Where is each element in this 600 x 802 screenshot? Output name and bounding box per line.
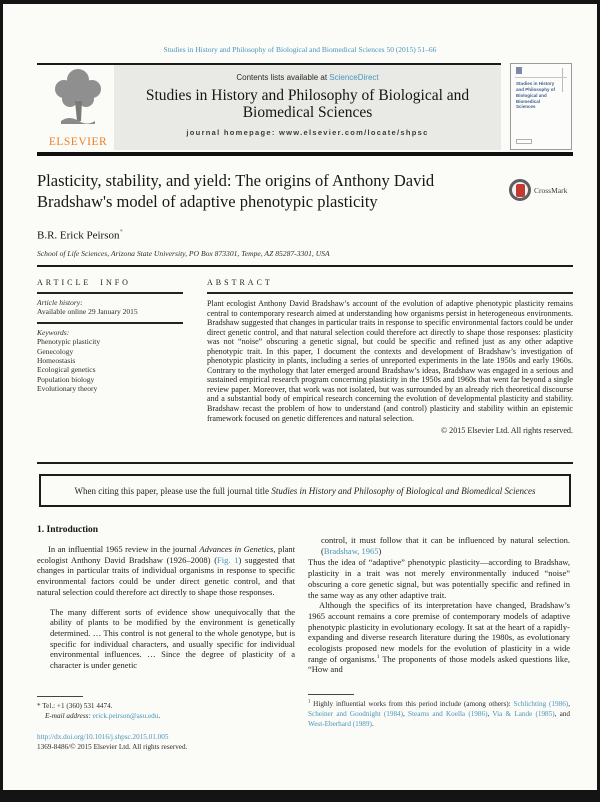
footnote-rule-left [37, 696, 83, 697]
block-quote-continuation [321, 535, 570, 556]
author-name-text: B.R. Erick Peirson [37, 229, 120, 242]
text-segment: ) suggested that changes in particular traits of individual organisms in response to specific environmental factors could be under direct genetic control, and that natural selection could therefore act directly to shape those responses. [37, 554, 295, 597]
article-info-column [37, 278, 187, 393]
article-title: Plasticity, stability, and yield: The origins of Anthony David Bradshaw's model of adaptive phenotypic plasticity [37, 171, 435, 211]
text-segment: Contents lists available at [236, 73, 330, 82]
tel-footnote: * Tel.: +1 (360) 531 4474. [37, 702, 113, 710]
inline-link[interactable]: Bradshaw, 1965 [323, 545, 379, 556]
intro-paragraph-3 [308, 600, 570, 675]
doi-link[interactable]: http://dx.doi.org/10.1016/j.shpsc.2015.01.005 [37, 733, 169, 742]
footnote-rule-right [308, 694, 354, 695]
body-column-left [37, 525, 295, 671]
contents-line [114, 73, 501, 82]
journal-reference-line: Studies in History and Philosophy of Biological and Biomedical Sciences 50 (2015) 51–66 [163, 45, 437, 54]
abstract-rule [207, 292, 573, 294]
keyword-item: Phenotypic plasticity [37, 337, 101, 347]
citation-notice-box [39, 474, 571, 507]
journal-cover-thumbnail [510, 63, 572, 150]
text-segment: In an influential 1965 review in the journal [48, 544, 200, 554]
text-segment: Studies in History and Philosophy of Biological and Biomedical Sciences [271, 485, 536, 496]
journal-title: Studies in History and Philosophy of Biological and Biomedical Sciences [145, 87, 470, 122]
inline-link[interactable]: Schlichting (1986) [513, 700, 569, 708]
text-segment: control, it must follow that it can be influenced by natural selection. ( [321, 535, 570, 556]
cover-footer-mark [516, 139, 532, 144]
cover-spine-mark [562, 68, 567, 92]
doi-block [37, 732, 295, 752]
abstract-column [207, 278, 573, 435]
citation-notice-text [74, 486, 535, 496]
crossmark-icon-inner [516, 184, 525, 197]
inline-link[interactable]: Via & Lande (1985) [492, 710, 555, 719]
footnote-1 [308, 699, 570, 729]
inline-link[interactable]: Scheiner and Goodnight (1984) [308, 710, 404, 719]
author-name [37, 228, 123, 242]
text-segment: When citing this paper, please use the full journal title [74, 485, 272, 496]
keywords-label: Keywords: [37, 327, 70, 337]
text-segment: ) [378, 545, 382, 556]
elsevier-wordmark: ELSEVIER [48, 136, 108, 148]
author-footnote-mark[interactable]: * [119, 228, 123, 236]
keyword-item: Evolutionary theory [37, 384, 98, 393]
intro-paragraph-2: Thus the idea of “adaptive” phenotypic plasticity—according to Bradshaw, plasticity in a trait was not merely environmentally induced “noise” obscuring a core genetic signal, but was potentially specific and refined in the same way as any other adaptive trait. [308, 557, 570, 600]
section-heading-introduction: 1. Introduction [37, 525, 99, 535]
cover-title: Studies in History and Philosophy of Biological and Biomedical Sciences [516, 81, 555, 110]
keyword-item: Genecology [37, 346, 74, 356]
text-segment: 1 [376, 653, 380, 660]
cover-rule [515, 77, 567, 78]
abstract-text: Plant ecologist Anthony David Bradshaw’s account of the evolution of adaptive phenotypic plasticity remains central to contemporary research aimed at understanding how organisms persist in heterogeneous environments. Bradshaw suggested that changes in particular traits in response to specific environmental factors could be under direct genetic control, and that natural selection could therefore act directly to shape those responses: plasticity was not “noise” obscuring a genetic signal, but could be specific and refined just as any other adaptive phenotypic trait. In this paper, I document the contexts and development of Bradshaw’s investigation of phenotypic plasticity in plants, including a series of unreported experiments in the late 1950s and early 1960s. Contrary to the mythology that later emerged around Bradshaw’s ideas, Bradshaw was engaged in a serious and sustained empirical research program concerning plasticity in the 1950s and 1960s that went far beyond a single review paper. Moreover, that work was not isolated, but was surrounded by an already rich theoretical discourse and a substantial body of empirical research concerning the evolution of developmental plasticity and stability. Bradshaw recast the problem of how to understand (and control) plasticity and stability within an epistemic framework focused on genetic differences and natural selection. [207, 299, 573, 423]
cover-mini-logo [516, 67, 522, 74]
email-footnote [45, 711, 295, 721]
right-footnote-area [308, 694, 570, 729]
paper-page [3, 4, 597, 790]
author-affiliation: School of Life Sciences, Arizona State University, PO Box 873301, Tempe, AZ 85287-3301, USA [37, 249, 330, 258]
text-segment: Advances in Genetics [199, 544, 274, 554]
journal-homepage-link[interactable]: journal homepage: www.elsevier.com/locate/shpsc [186, 127, 429, 137]
text-segment: The proponents of those models asked questions like, “How and [308, 653, 570, 675]
block-quote: The many different sorts of evidence show unequivocally that the ability of plants to be modified by the environment is genetically determined. … This control is not general to the whole genotype, but is specific for individual characters, and usually specific for individual environmental influences. … Since the degree of plasticity of a character is under genetic [50, 606, 295, 671]
article-history-label: Article history: [37, 298, 83, 307]
article-info-heading: ARTICLE INFO [37, 278, 131, 287]
text-segment: , and [554, 710, 571, 719]
journal-banner [114, 65, 501, 150]
text-segment: 1 [308, 699, 311, 705]
crossmark-icon [509, 179, 531, 201]
inline-link[interactable]: Fig. 1 [217, 554, 239, 565]
article-info-rule-1 [37, 292, 183, 294]
intro-paragraph-1 [37, 544, 295, 598]
header-bottom-rule [37, 152, 573, 156]
keyword-item: Population biology [37, 374, 95, 384]
text-segment: E-mail address: [45, 712, 91, 721]
text-segment: , [568, 700, 570, 708]
elsevier-tree-icon [49, 67, 107, 131]
inline-link[interactable]: erick.peirson@asu.edu [92, 712, 159, 721]
text-segment: , [487, 710, 493, 719]
elsevier-logo [42, 67, 114, 149]
abstract-bottom-rule [37, 462, 573, 464]
abstract-heading: ABSTRACT [207, 278, 273, 287]
article-history-value: Available online 29 January 2015 [37, 307, 138, 317]
text-segment: . [158, 712, 161, 721]
keyword-item: Ecological genetics [37, 365, 96, 375]
article-info-rule-2 [37, 322, 183, 324]
keyword-item: Homeostasis [37, 355, 76, 365]
inline-link[interactable]: Stearns and Koella (1986) [408, 710, 488, 719]
text-segment: , plant ecologist Anthony David Bradshaw (1926–2008) ( [37, 544, 295, 565]
text-segment: . [371, 720, 374, 729]
left-footnote-area [37, 696, 295, 752]
abstract-copyright: © 2015 Elsevier Ltd. All rights reserved. [440, 426, 573, 436]
inline-link[interactable]: West-Eberhard (1989) [308, 720, 372, 729]
issn-copyright-line: 1369-8486/© 2015 Elsevier Ltd. All rights reserved. [37, 743, 188, 752]
crossmark-badge[interactable] [509, 176, 581, 204]
crossmark-label: CrossMark [534, 185, 568, 195]
text-segment: , [403, 710, 409, 719]
body-column-right [308, 535, 570, 675]
inline-link[interactable]: ScienceDirect [329, 73, 379, 82]
text-segment: Highly influential works from this period include (among others): [310, 700, 514, 708]
affiliation-rule [37, 265, 573, 267]
text-segment: Although the specifics of its interpretation have changed, Bradshaw’s 1965 account remains a core premise of contemporary models of adaptive phenotypic plasticity in evolutionary ecology. It sat at the heart of a rapidly-expanding and diverse research literature during the 1980s, as evolutionary ecologists proposed new models for the evolution of plasticity in a wide range of organisms. [308, 600, 570, 664]
